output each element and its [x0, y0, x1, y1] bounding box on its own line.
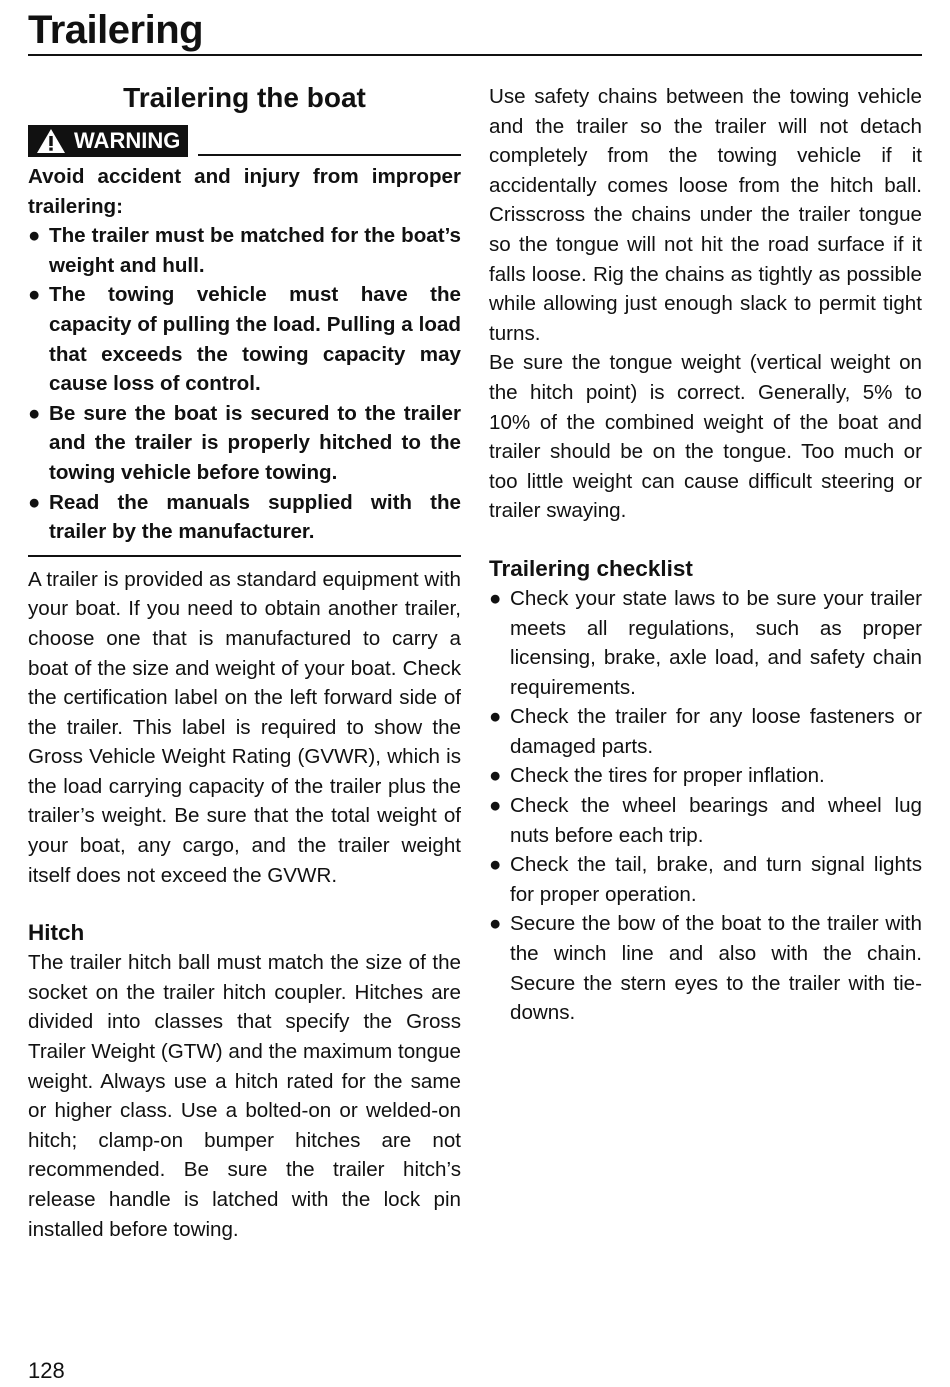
- warning-rule: [198, 154, 461, 156]
- page-number: 128: [28, 1358, 65, 1383]
- warning-item: ● The trailer must be matched for the boat’s weight and hull.: [28, 221, 461, 280]
- bullet-icon: ●: [489, 705, 502, 729]
- bullet-icon: ●: [489, 794, 502, 818]
- bullet-icon: ●: [489, 853, 502, 877]
- bullet-icon: ●: [28, 401, 41, 425]
- checklist-item: ● Check the tires for proper inflation.: [489, 761, 922, 791]
- bullet-icon: ●: [489, 912, 502, 936]
- checklist-item: ● Check the wheel bearings and wheel lug nuts before each trip.: [489, 791, 922, 850]
- checklist-item: ● Check the tail, brake, and turn signal lights for proper operation.: [489, 850, 922, 909]
- checklist: [489, 584, 922, 1028]
- hitch-paragraph: The trailer hitch ball must match the size of the socket on the trailer hitch coupler. Hitches are divided into classes that specify the Gross Trailer Weight (GTW) and the maximum tongue weight. Always use a hitch rated for the same or higher class. Use a bolted-on or welded-on hitch; clamp-on bumper hitches are not recommended. Be sure the trailer hitch’s release handle is latched with the lock pin installed before towing.: [28, 951, 461, 1241]
- checklist-heading: Trailering checklist: [489, 555, 693, 581]
- checklist-item: ● Secure the bow of the boat to the trailer with the winch line and also with the chain. Secure the stern eyes to the trailer with tie-downs.: [489, 909, 922, 1027]
- hitch-heading: Hitch: [28, 920, 85, 946]
- left-column: [28, 78, 461, 1244]
- section-title: Trailering the boat: [123, 82, 366, 113]
- bullet-icon: ●: [489, 586, 502, 610]
- right-column: [489, 82, 922, 1028]
- warning-header: [28, 124, 461, 158]
- safety-chains-paragraph: Use safety chains between the towing vehicle and the trailer so the trailer will not detach completely from the towing vehicle if it accidentally comes loose from the hitch ball. Crisscross the chains under the trailer tongue so the tongue will not hit the road surface if it falls loose. Rig the chains as tightly as possible while allowing just enough slack to permit tight turns.: [489, 85, 922, 345]
- warning-item: ● The towing vehicle must have the capacity of pulling the load. Pulling a load that exceeds the towing capacity may cause loss of control.: [28, 280, 461, 398]
- warning-label: WARNING: [74, 128, 181, 154]
- warning-list: [28, 221, 461, 547]
- intro-paragraph: A trailer is provided as standard equipment with your boat. If you need to obtain another trailer, choose one that is manufactured to carry a boat of the size and weight of your boat. Check the certification label on the left forward side of the trailer. This label is required to show the Gross Vehicle Weight Rating (GVWR), which is the load carrying capacity of the trailer plus the trailer’s weight. Be sure that the total weight of your boat, any cargo, and the trailer weight itself does not exceed the GVWR.: [28, 567, 461, 887]
- bullet-icon: ●: [28, 224, 41, 248]
- warning-box: [28, 162, 461, 557]
- chapter-rule: [28, 54, 922, 56]
- bullet-icon: ●: [28, 283, 41, 307]
- warning-intro: Avoid accident and injury from improper trailering:: [28, 165, 461, 218]
- bullet-icon: ●: [28, 490, 41, 514]
- chapter-title: Trailering: [28, 8, 204, 52]
- bullet-icon: ●: [489, 764, 502, 788]
- warning-badge: [28, 125, 188, 157]
- warning-item: ● Read the manuals supplied with the trailer by the manufacturer.: [28, 488, 461, 547]
- warning-icon: [36, 128, 66, 154]
- tongue-weight-paragraph: Be sure the tongue weight (vertical weight on the hitch point) is correct. Generally, 5% to 10% of the combined weight of the boat and trailer should be on the tongue. Too much or too little weight can cause difficult steering or trailer swaying.: [489, 351, 922, 523]
- warning-item: ● Be sure the boat is secured to the trailer and the trailer is properly hitched to the towing vehicle before towing.: [28, 399, 461, 488]
- checklist-item: ● Check your state laws to be sure your trailer meets all regulations, such as proper licensing, brake, axle load, and safety chain requirements.: [489, 584, 922, 702]
- checklist-item: ● Check the trailer for any loose fasteners or damaged parts.: [489, 702, 922, 761]
